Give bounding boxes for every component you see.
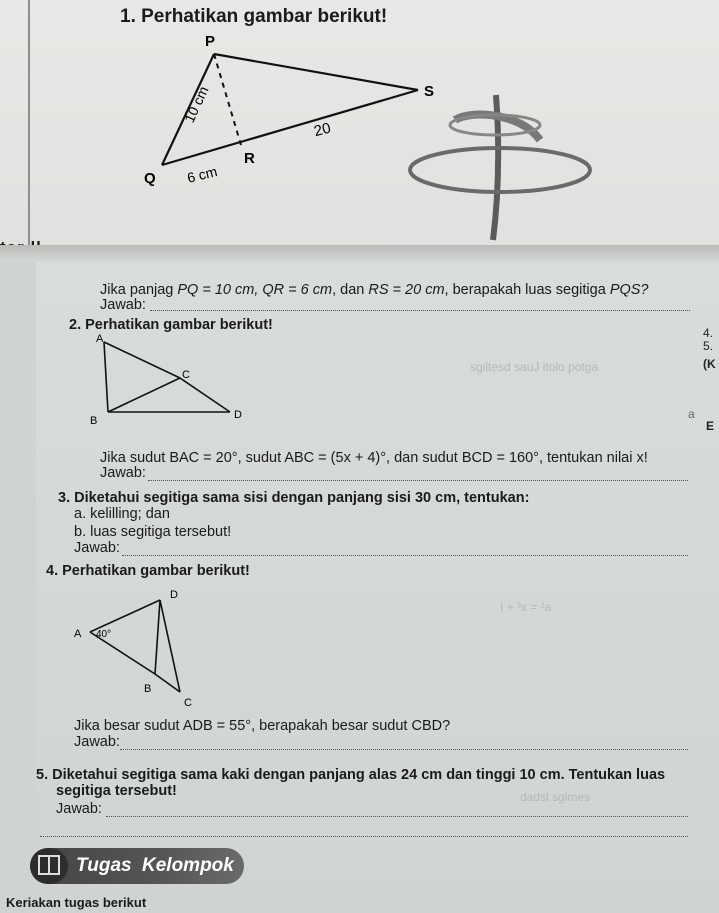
label-d: D bbox=[170, 589, 178, 601]
label-c: C bbox=[182, 369, 190, 381]
bottom-cut-text: Keriakan tugas berikut bbox=[6, 895, 147, 910]
q3-part-b: b. luas segitiga tersebut! bbox=[74, 524, 232, 540]
triangle-abcd-figure-2 bbox=[60, 582, 260, 712]
label-a: A bbox=[96, 333, 104, 345]
q3-answer-label: Jawab: bbox=[74, 540, 120, 556]
q3-part-a: a. kelilling; dan bbox=[74, 506, 170, 522]
q5-text-line2: segitiga tersebut! bbox=[56, 783, 177, 799]
answer-line bbox=[148, 480, 688, 481]
angle-a-label: 40° bbox=[96, 629, 112, 640]
badge-word-tugas: Tugas bbox=[76, 855, 132, 876]
length-qr: 6 cm bbox=[185, 163, 219, 186]
bleed-through-text: I + ³x = ²a bbox=[500, 600, 552, 614]
q4-heading: 4. Perhatikan gambar berikut! bbox=[46, 563, 250, 579]
triangle-abcd-figure bbox=[80, 330, 280, 430]
right-edge-text: E bbox=[706, 419, 715, 433]
triangle-pqs-figure bbox=[0, 0, 719, 250]
q4-text: Jika besar sudut ADB = 55°, berapakah besar sudut CBD? bbox=[74, 718, 451, 734]
right-edge-text: a bbox=[688, 407, 695, 421]
label-b: B bbox=[90, 415, 98, 427]
label-s: S bbox=[424, 83, 435, 100]
q5-answer-label: Jawab: bbox=[56, 801, 102, 817]
decorative-doodle bbox=[410, 95, 590, 240]
label-p: P bbox=[205, 33, 216, 50]
q4-answer-label: Jawab: bbox=[74, 734, 120, 750]
answer-line bbox=[150, 310, 690, 311]
q1-answer-label: Jawab: bbox=[100, 297, 146, 313]
bleed-through-text: sgiltesd sauJ itolo potga bbox=[470, 360, 599, 374]
q2-text: Jika sudut BAC = 20°, sudut ABC = (5x + 4)°, dan sudut BCD = 160°, tentukan nilai x! bbox=[100, 450, 648, 466]
label-r: R bbox=[244, 150, 255, 167]
label-c: C bbox=[184, 697, 192, 709]
q2-heading: 2. Perhatikan gambar berikut! bbox=[69, 317, 273, 333]
answer-line bbox=[122, 555, 688, 556]
answer-line bbox=[120, 749, 688, 750]
q5-text-line1: 5. Diketahui segitiga sama kaki dengan panjang alas 24 cm dan tinggi 10 cm. Tentukan luas bbox=[36, 767, 666, 783]
book-icon bbox=[30, 848, 68, 884]
label-a: A bbox=[74, 628, 82, 640]
q3-heading: 3. Diketahui segitiga sama sisi dengan panjang sisi 30 cm, tentukan: bbox=[58, 490, 530, 506]
length-pq: 10 cm bbox=[180, 83, 212, 125]
right-edge-text: (K bbox=[703, 357, 716, 371]
q2-answer-label: Jawab: bbox=[100, 465, 146, 481]
answer-line bbox=[106, 816, 688, 817]
q1-text: Jika panjag PQ = 10 cm, QR = 6 cm, dan RS = 20 cm, berapakah luas segitiga PQS? bbox=[100, 282, 649, 298]
upper-page bbox=[0, 0, 719, 262]
answer-line bbox=[40, 836, 688, 837]
tugas-kelompok-badge bbox=[30, 848, 244, 884]
length-rs: 20 bbox=[312, 119, 333, 141]
bleed-through-text: dadsl sgimes bbox=[520, 790, 591, 804]
label-b: B bbox=[144, 683, 152, 695]
question-1-heading: 1. Perhatikan gambar berikut! bbox=[120, 6, 388, 27]
badge-word-kelompok: Kelompok bbox=[142, 855, 234, 876]
page-fold-strip bbox=[0, 245, 719, 262]
label-q: Q bbox=[144, 170, 156, 187]
right-edge-text: 4. bbox=[703, 326, 714, 340]
label-d: D bbox=[234, 409, 242, 421]
right-edge-text: 5. bbox=[703, 339, 714, 353]
